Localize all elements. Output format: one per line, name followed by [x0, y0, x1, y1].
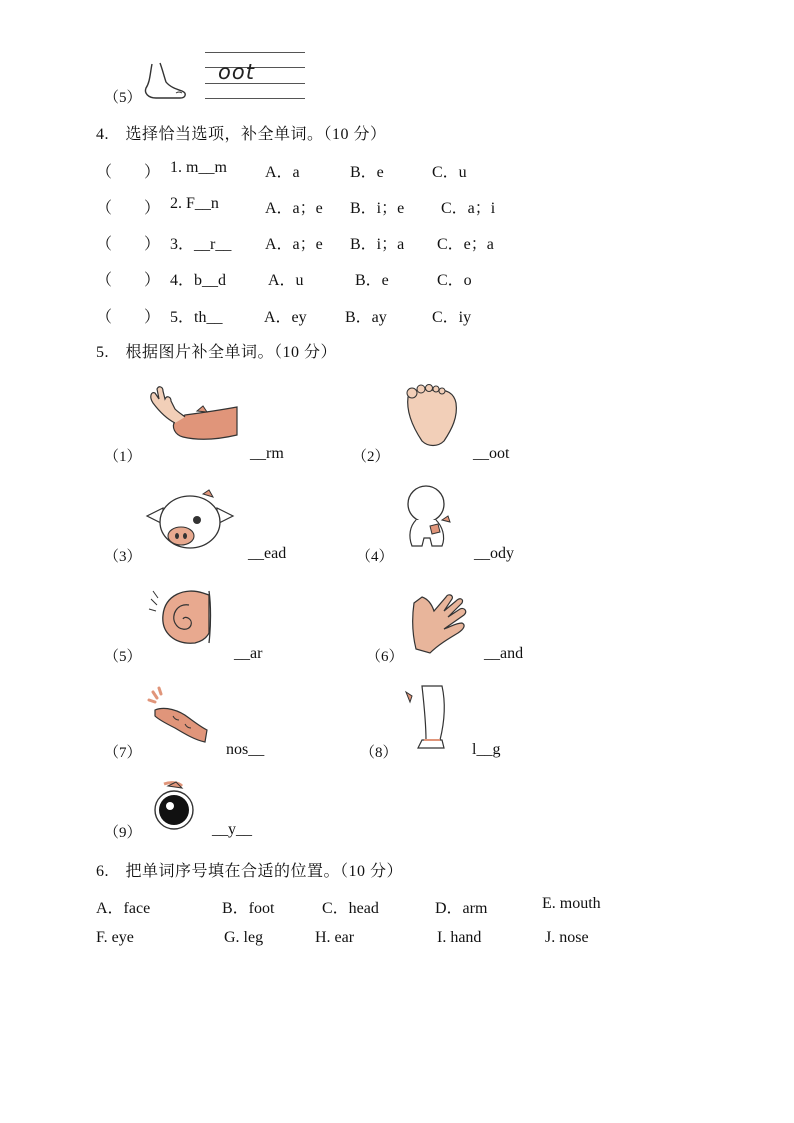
option-c: C．iy: [432, 309, 472, 326]
section6-title: 6. 把单词序号填在合适的位置。（10 分）: [96, 863, 404, 880]
body-icon: [400, 484, 466, 556]
word-option-f: F. eye: [96, 929, 134, 946]
item-number: （6）: [366, 649, 404, 665]
item-number: （3）: [104, 549, 142, 565]
eye-icon: [150, 780, 198, 832]
item-word: l__g: [472, 741, 501, 758]
option-a: A．a: [265, 164, 300, 181]
item-number: （7）: [104, 745, 142, 761]
word-option-h: H. ear: [315, 929, 355, 946]
leg-icon: [398, 684, 454, 752]
word-option-j: J. nose: [545, 929, 589, 946]
item-word: __oot: [473, 445, 510, 462]
word-option-a: A．face: [96, 900, 151, 917]
option-c: C．o: [437, 272, 472, 289]
arm-icon: [145, 385, 240, 447]
option-b: B．e: [350, 164, 384, 181]
foot-icon: [400, 383, 462, 449]
item-number: （4）: [356, 549, 394, 565]
item-word: __ead: [248, 545, 287, 562]
question: 3．__r__: [170, 236, 232, 253]
word-option-c: C．head: [322, 900, 379, 917]
item-word: __y__: [212, 821, 252, 838]
hand-icon: [408, 593, 472, 657]
word-option-e: E. mouth: [542, 895, 601, 912]
item-number: （2）: [352, 449, 390, 465]
item-number: （8）: [360, 745, 398, 761]
option-b: B．i；a: [350, 236, 405, 253]
top-item-number: （5）: [104, 90, 142, 106]
option-c: C．u: [432, 164, 467, 181]
foot-icon: [140, 60, 190, 102]
question: 5．th__: [170, 309, 223, 326]
question: 2. F__n: [170, 195, 219, 212]
question: 1. m__m: [170, 159, 227, 176]
handwritten-word: oot: [218, 60, 255, 84]
answer-paren[interactable]: （ ）: [96, 236, 161, 253]
item-word: nos__: [226, 741, 265, 758]
item-number: （5）: [104, 649, 142, 665]
word-option-g: G. leg: [224, 929, 264, 946]
item-word: __ody: [474, 545, 514, 562]
option-a: A．a；e: [265, 236, 323, 253]
item-word: __and: [484, 645, 524, 662]
section5-title: 5. 根据图片补全单词。（10 分）: [96, 344, 338, 361]
item-number: （1）: [104, 449, 142, 465]
option-b: B．ay: [345, 309, 387, 326]
answer-paren[interactable]: （ ）: [96, 200, 161, 217]
option-c: C．a；i: [441, 200, 496, 217]
question: 4．b__d: [170, 272, 227, 289]
pig-head-icon: [145, 488, 235, 552]
option-b: B．i；e: [350, 200, 405, 217]
item-number: （9）: [104, 825, 142, 841]
answer-paren[interactable]: （ ）: [96, 272, 161, 289]
nose-icon: [145, 686, 211, 744]
section4-title: 4. 选择恰当选项，补全单词。（10 分）: [96, 126, 387, 143]
option-a: A．a；e: [265, 200, 323, 217]
answer-paren[interactable]: （ ）: [96, 164, 161, 181]
word-option-d: D．arm: [435, 900, 488, 917]
word-option-i: I. hand: [437, 929, 482, 946]
word-option-b: B．foot: [222, 900, 275, 917]
answer-paren[interactable]: （ ）: [96, 309, 161, 326]
item-word: __ar: [234, 645, 263, 662]
option-b: B．e: [355, 272, 389, 289]
option-c: C．e；a: [437, 236, 494, 253]
option-a: A．u: [268, 272, 304, 289]
item-word: __rm: [250, 445, 284, 462]
option-a: A．ey: [264, 309, 307, 326]
ear-icon: [145, 585, 215, 653]
